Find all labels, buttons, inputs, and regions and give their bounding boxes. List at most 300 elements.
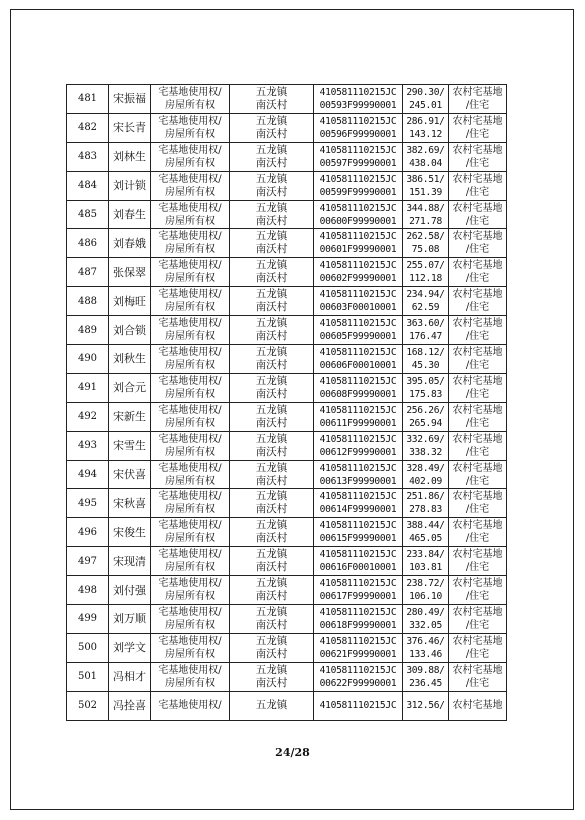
owner-name-cell <box>109 547 151 576</box>
parcel-code-line: 00593F99990001 <box>319 99 397 111</box>
land-use-cell <box>449 605 507 634</box>
parcel-code-line: 00605F99990001 <box>319 331 397 343</box>
area-value-line: 133.46 <box>409 648 442 660</box>
land-use-cell <box>449 373 507 402</box>
right-type-line: 房屋所有权 <box>165 215 215 227</box>
parcel-code-line: 00608F99990001 <box>319 388 397 400</box>
owner-name: 刘林生 <box>113 150 146 164</box>
area-value-cell <box>403 547 449 576</box>
location-line: 南沃村 <box>255 590 288 603</box>
row-number: 496 <box>77 526 98 538</box>
area-value-line: 278.83 <box>409 504 442 516</box>
location-cell <box>230 518 314 547</box>
row-number: 495 <box>77 497 98 509</box>
right-type-cell <box>151 460 230 489</box>
location-line: 南沃村 <box>255 561 288 574</box>
right-type-line: 房屋所有权 <box>165 359 215 371</box>
location-cell <box>230 345 314 374</box>
land-use-line: 农村宅基地 <box>452 289 503 301</box>
owner-name-cell <box>109 489 151 518</box>
location-cell <box>230 431 314 460</box>
land-use-cell <box>449 316 507 345</box>
land-use-cell <box>449 547 507 576</box>
location-cell <box>230 171 314 200</box>
area-value-cell <box>403 431 449 460</box>
page-number: 24/28 <box>275 746 310 759</box>
table-row <box>67 547 507 576</box>
row-number: 494 <box>77 469 98 481</box>
parcel-code-line: 410581110215JC <box>319 318 397 330</box>
location-line: 南沃村 <box>255 214 288 227</box>
row-number: 500 <box>77 642 98 654</box>
parcel-code-line: 410581110215JC <box>319 491 397 503</box>
owner-name-cell <box>109 518 151 547</box>
location-line: 五龙镇 <box>255 577 288 590</box>
table-row <box>67 373 507 402</box>
area-value-line: 344.88/ <box>406 202 445 214</box>
area-value-line: 75.08 <box>411 244 440 256</box>
right-type-line: 宅基地使用权/ <box>158 289 222 301</box>
location-line: 五龙镇 <box>255 345 288 358</box>
right-type-cell <box>151 373 230 402</box>
land-use-line: 农村宅基地 <box>452 491 503 503</box>
area-value-cell <box>403 287 449 316</box>
land-use-line: 农村宅基地 <box>452 86 503 98</box>
owner-name: 冯拴喜 <box>113 699 146 713</box>
land-use-line: 农村宅基地 <box>452 375 503 387</box>
area-value-line: 143.12 <box>409 128 442 140</box>
parcel-code-cell <box>314 345 403 374</box>
parcel-code-cell <box>314 258 403 287</box>
area-value-cell <box>403 662 449 691</box>
parcel-code-cell <box>314 691 403 720</box>
location-line: 南沃村 <box>255 474 288 487</box>
owner-name: 刘付强 <box>113 583 146 597</box>
right-type-cell <box>151 200 230 229</box>
owner-name-cell <box>109 171 151 200</box>
right-type-cell <box>151 691 230 720</box>
area-value-line: 286.91/ <box>406 115 445 127</box>
parcel-code-line: 00616F00010001 <box>319 562 397 574</box>
parcel-code-line: 410581110215JC <box>319 635 397 647</box>
area-value-line: 328.49/ <box>406 462 445 474</box>
land-use-line: /住宅 <box>465 244 490 256</box>
land-use-cell <box>449 691 507 720</box>
owner-name-cell <box>109 460 151 489</box>
owner-name: 刘合元 <box>113 381 146 395</box>
parcel-code-line: 410581110215JC <box>319 375 397 387</box>
right-type-line: 房屋所有权 <box>165 186 215 198</box>
area-value-line: 376.46/ <box>406 635 445 647</box>
area-value-line: 262.58/ <box>406 231 445 243</box>
table-row <box>67 691 507 720</box>
row-number: 499 <box>77 613 98 625</box>
owner-name-cell <box>109 85 151 114</box>
area-value-line: 112.18 <box>409 273 442 285</box>
row-number-cell <box>67 633 109 662</box>
area-value-line: 271.78 <box>409 215 442 227</box>
land-use-cell <box>449 402 507 431</box>
area-value-line: 251.86/ <box>406 491 445 503</box>
land-use-line: /住宅 <box>465 677 490 689</box>
parcel-code-line: 00613F99990001 <box>319 475 397 487</box>
area-value-line: 106.10 <box>409 591 442 603</box>
parcel-code-cell <box>314 316 403 345</box>
area-value-cell <box>403 605 449 634</box>
parcel-code-cell <box>314 460 403 489</box>
parcel-code-line: 410581110215JC <box>319 289 397 301</box>
row-number: 488 <box>77 295 98 307</box>
table-row <box>67 200 507 229</box>
owner-name: 冯相才 <box>113 670 146 684</box>
right-type-line: 宅基地使用权/ <box>158 318 222 330</box>
area-value-line: 382.69/ <box>406 144 445 156</box>
area-value-line: 312.56/ <box>406 700 445 712</box>
row-number: 497 <box>77 555 98 567</box>
land-use-line: 农村宅基地 <box>452 404 503 416</box>
row-number-cell <box>67 691 109 720</box>
area-value-line: 332.05 <box>409 619 442 631</box>
row-number-cell <box>67 171 109 200</box>
owner-name-cell <box>109 287 151 316</box>
row-number-cell <box>67 200 109 229</box>
location-cell <box>230 142 314 171</box>
area-value-line: 151.39 <box>409 186 442 198</box>
right-type-cell <box>151 402 230 431</box>
location-line: 南沃村 <box>255 156 288 169</box>
parcel-code-cell <box>314 662 403 691</box>
row-number-cell <box>67 316 109 345</box>
right-type-line: 宅基地使用权/ <box>158 462 222 474</box>
owner-name-cell <box>109 662 151 691</box>
row-number: 489 <box>77 324 98 336</box>
table-row <box>67 85 507 114</box>
right-type-cell <box>151 547 230 576</box>
right-type-line: 房屋所有权 <box>165 128 215 140</box>
row-number-cell <box>67 605 109 634</box>
area-value-cell <box>403 576 449 605</box>
table-row <box>67 460 507 489</box>
location-cell <box>230 489 314 518</box>
land-use-line: 农村宅基地 <box>452 173 503 185</box>
area-value-cell <box>403 633 449 662</box>
land-use-cell <box>449 662 507 691</box>
location-line: 南沃村 <box>255 676 288 689</box>
right-type-line: 宅基地使用权/ <box>158 578 222 590</box>
parcel-code-cell <box>314 547 403 576</box>
right-type-line: 宅基地使用权/ <box>158 520 222 532</box>
right-type-line: 宅基地使用权/ <box>158 202 222 214</box>
area-value-line: 332.69/ <box>406 433 445 445</box>
land-use-cell <box>449 518 507 547</box>
owner-name: 刘计锁 <box>113 179 146 193</box>
table-row <box>67 402 507 431</box>
owner-name: 宋雪生 <box>113 439 146 453</box>
table-body <box>67 85 507 721</box>
owner-name: 宋振福 <box>113 92 146 106</box>
right-type-line: 房屋所有权 <box>165 677 215 689</box>
parcel-code-line: 00615F99990001 <box>319 533 397 545</box>
owner-name-cell <box>109 402 151 431</box>
area-value-line: 395.05/ <box>406 375 445 387</box>
land-use-line: /住宅 <box>465 157 490 169</box>
parcel-code-cell <box>314 113 403 142</box>
right-type-line: 房屋所有权 <box>165 591 215 603</box>
parcel-code-cell <box>314 171 403 200</box>
land-use-cell <box>449 489 507 518</box>
area-value-line: 62.59 <box>411 302 440 314</box>
parcel-code-line: 410581110215JC <box>319 700 397 712</box>
parcel-code-line: 00621F99990001 <box>319 648 397 660</box>
row-number: 484 <box>77 180 98 192</box>
owner-name: 刘春生 <box>113 208 146 221</box>
parcel-code-line: 00602F99990001 <box>319 273 397 285</box>
page-total: 28 <box>294 746 310 759</box>
area-value-cell <box>403 402 449 431</box>
right-type-line: 宅基地使用权/ <box>158 231 222 243</box>
land-use-line: 农村宅基地 <box>452 549 503 561</box>
land-use-line: /住宅 <box>465 128 490 140</box>
location-cell <box>230 576 314 605</box>
area-value-line: 238.72/ <box>406 578 445 590</box>
right-type-cell <box>151 576 230 605</box>
land-use-cell <box>449 142 507 171</box>
row-number-cell <box>67 113 109 142</box>
parcel-code-line: 410581110215JC <box>319 664 397 676</box>
owner-name: 刘梅旺 <box>113 294 146 308</box>
row-number-cell <box>67 373 109 402</box>
row-number-cell <box>67 258 109 287</box>
land-use-line: 农村宅基地 <box>452 606 503 618</box>
location-line: 五龙镇 <box>255 490 288 503</box>
owner-name-cell <box>109 200 151 229</box>
land-use-line: /住宅 <box>465 302 490 314</box>
owner-name-cell <box>109 431 151 460</box>
owner-name-cell <box>109 576 151 605</box>
area-value-line: 280.49/ <box>406 606 445 618</box>
land-use-line: /住宅 <box>465 186 490 198</box>
land-use-cell <box>449 431 507 460</box>
area-value-cell <box>403 229 449 258</box>
right-type-line: 宅基地使用权/ <box>158 346 222 358</box>
land-use-line: 农村宅基地 <box>452 462 503 474</box>
right-type-cell <box>151 605 230 634</box>
row-number-cell <box>67 431 109 460</box>
location-cell <box>230 258 314 287</box>
right-type-line: 房屋所有权 <box>165 273 215 285</box>
parcel-code-line: 410581110215JC <box>319 173 397 185</box>
location-line: 南沃村 <box>255 98 288 111</box>
location-line: 五龙镇 <box>255 605 288 618</box>
row-number-cell <box>67 518 109 547</box>
parcel-code-line: 410581110215JC <box>319 202 397 214</box>
row-number-cell <box>67 142 109 171</box>
parcel-code-cell <box>314 85 403 114</box>
right-type-line: 宅基地使用权/ <box>158 700 222 712</box>
right-type-line: 宅基地使用权/ <box>158 86 222 98</box>
location-line: 五龙镇 <box>255 114 288 127</box>
parcel-code-line: 410581110215JC <box>319 404 397 416</box>
land-use-line: /住宅 <box>465 562 490 574</box>
location-cell <box>230 547 314 576</box>
right-type-cell <box>151 431 230 460</box>
owner-name-cell <box>109 316 151 345</box>
location-line: 五龙镇 <box>255 548 288 561</box>
area-value-line: 438.04 <box>409 157 442 169</box>
parcel-code-line: 410581110215JC <box>319 462 397 474</box>
land-use-line: /住宅 <box>465 446 490 458</box>
owner-name: 张保翠 <box>113 265 146 279</box>
right-type-line: 宅基地使用权/ <box>158 375 222 387</box>
parcel-code-cell <box>314 576 403 605</box>
row-number: 490 <box>77 353 98 365</box>
location-cell <box>230 605 314 634</box>
right-type-line: 宅基地使用权/ <box>158 260 222 272</box>
area-value-line: 388.44/ <box>406 520 445 532</box>
owner-name: 刘合锁 <box>113 323 146 337</box>
land-use-line: /住宅 <box>465 533 490 545</box>
parcel-code-line: 00617F99990001 <box>319 591 397 603</box>
right-type-cell <box>151 171 230 200</box>
right-type-line: 房屋所有权 <box>165 648 215 660</box>
parcel-code-line: 00622F99990001 <box>319 677 397 689</box>
land-use-cell <box>449 171 507 200</box>
location-line: 南沃村 <box>255 243 288 256</box>
owner-name: 宋新生 <box>113 410 146 424</box>
area-value-line: 168.12/ <box>406 346 445 358</box>
row-number: 481 <box>77 93 98 105</box>
right-type-line: 宅基地使用权/ <box>158 173 222 185</box>
right-type-line: 房屋所有权 <box>165 533 215 545</box>
area-value-line: 363.60/ <box>406 318 445 330</box>
area-value-line: 402.09 <box>409 475 442 487</box>
table-row <box>67 316 507 345</box>
location-line: 南沃村 <box>255 358 288 371</box>
location-line: 南沃村 <box>255 532 288 545</box>
parcel-code-line: 00618F99990001 <box>319 619 397 631</box>
location-line: 南沃村 <box>255 127 288 140</box>
table-row <box>67 518 507 547</box>
land-use-line: /住宅 <box>465 591 490 603</box>
right-type-line: 宅基地使用权/ <box>158 635 222 647</box>
row-number-cell <box>67 85 109 114</box>
parcel-code-cell <box>314 200 403 229</box>
location-line: 五龙镇 <box>255 143 288 156</box>
owner-name-cell <box>109 345 151 374</box>
area-value-cell <box>403 258 449 287</box>
parcel-code-line: 00596F99990001 <box>319 128 397 140</box>
page-current: 24 <box>275 746 291 759</box>
location-cell <box>230 633 314 662</box>
right-type-cell <box>151 287 230 316</box>
parcel-code-line: 00606F00010001 <box>319 359 397 371</box>
location-line: 五龙镇 <box>255 259 288 272</box>
table-row <box>67 345 507 374</box>
row-number: 483 <box>77 151 98 163</box>
location-line: 南沃村 <box>255 185 288 198</box>
right-type-line: 房屋所有权 <box>165 331 215 343</box>
owner-name: 宋伏喜 <box>113 468 146 482</box>
land-use-cell <box>449 460 507 489</box>
right-type-cell <box>151 113 230 142</box>
location-line: 南沃村 <box>255 503 288 516</box>
parcel-code-line: 410581110215JC <box>319 346 397 358</box>
location-line: 南沃村 <box>255 647 288 660</box>
table-row <box>67 229 507 258</box>
row-number-cell <box>67 489 109 518</box>
land-use-line: /住宅 <box>465 273 490 285</box>
right-type-line: 房屋所有权 <box>165 475 215 487</box>
right-type-cell <box>151 142 230 171</box>
table-row <box>67 605 507 634</box>
location-line: 南沃村 <box>255 301 288 314</box>
location-line: 五龙镇 <box>255 663 288 676</box>
parcel-code-cell <box>314 431 403 460</box>
right-type-line: 房屋所有权 <box>165 157 215 169</box>
owner-name-cell <box>109 633 151 662</box>
owner-name: 宋秋喜 <box>113 496 146 510</box>
land-use-cell <box>449 113 507 142</box>
land-use-line: /住宅 <box>465 388 490 400</box>
area-value-line: 256.26/ <box>406 404 445 416</box>
location-line: 南沃村 <box>255 445 288 458</box>
owner-name-cell <box>109 691 151 720</box>
parcel-code-line: 410581110215JC <box>319 520 397 532</box>
land-use-cell <box>449 633 507 662</box>
area-value-cell <box>403 460 449 489</box>
table-row <box>67 287 507 316</box>
table-row <box>67 142 507 171</box>
location-line: 南沃村 <box>255 618 288 631</box>
location-cell <box>230 460 314 489</box>
area-value-cell <box>403 85 449 114</box>
right-type-line: 房屋所有权 <box>165 562 215 574</box>
right-type-line: 房屋所有权 <box>165 417 215 429</box>
area-value-line: 175.83 <box>409 388 442 400</box>
right-type-line: 房屋所有权 <box>165 446 215 458</box>
land-use-cell <box>449 345 507 374</box>
row-number: 482 <box>77 122 98 134</box>
table-row <box>67 171 507 200</box>
land-use-line: 农村宅基地 <box>452 578 503 590</box>
table-row <box>67 489 507 518</box>
parcel-code-cell <box>314 489 403 518</box>
owner-name-cell <box>109 258 151 287</box>
land-use-cell <box>449 258 507 287</box>
right-type-line: 宅基地使用权/ <box>158 404 222 416</box>
owner-name-cell <box>109 142 151 171</box>
location-line: 五龙镇 <box>255 172 288 185</box>
right-type-cell <box>151 662 230 691</box>
row-number-cell <box>67 547 109 576</box>
parcel-code-line: 00603F00010001 <box>319 302 397 314</box>
right-type-line: 宅基地使用权/ <box>158 664 222 676</box>
area-value-line: 265.94 <box>409 417 442 429</box>
land-use-line: 农村宅基地 <box>452 700 503 712</box>
owner-name: 宋俊生 <box>113 525 146 539</box>
land-use-line: /住宅 <box>465 417 490 429</box>
parcel-code-cell <box>314 633 403 662</box>
right-type-line: 宅基地使用权/ <box>158 606 222 618</box>
location-line: 五龙镇 <box>255 432 288 445</box>
land-use-line: /住宅 <box>465 648 490 660</box>
parcel-code-line: 410581110215JC <box>319 606 397 618</box>
location-line: 五龙镇 <box>255 699 288 712</box>
row-number: 502 <box>77 700 98 712</box>
location-cell <box>230 229 314 258</box>
parcel-code-line: 00601F99990001 <box>319 244 397 256</box>
land-use-line: 农村宅基地 <box>452 260 503 272</box>
